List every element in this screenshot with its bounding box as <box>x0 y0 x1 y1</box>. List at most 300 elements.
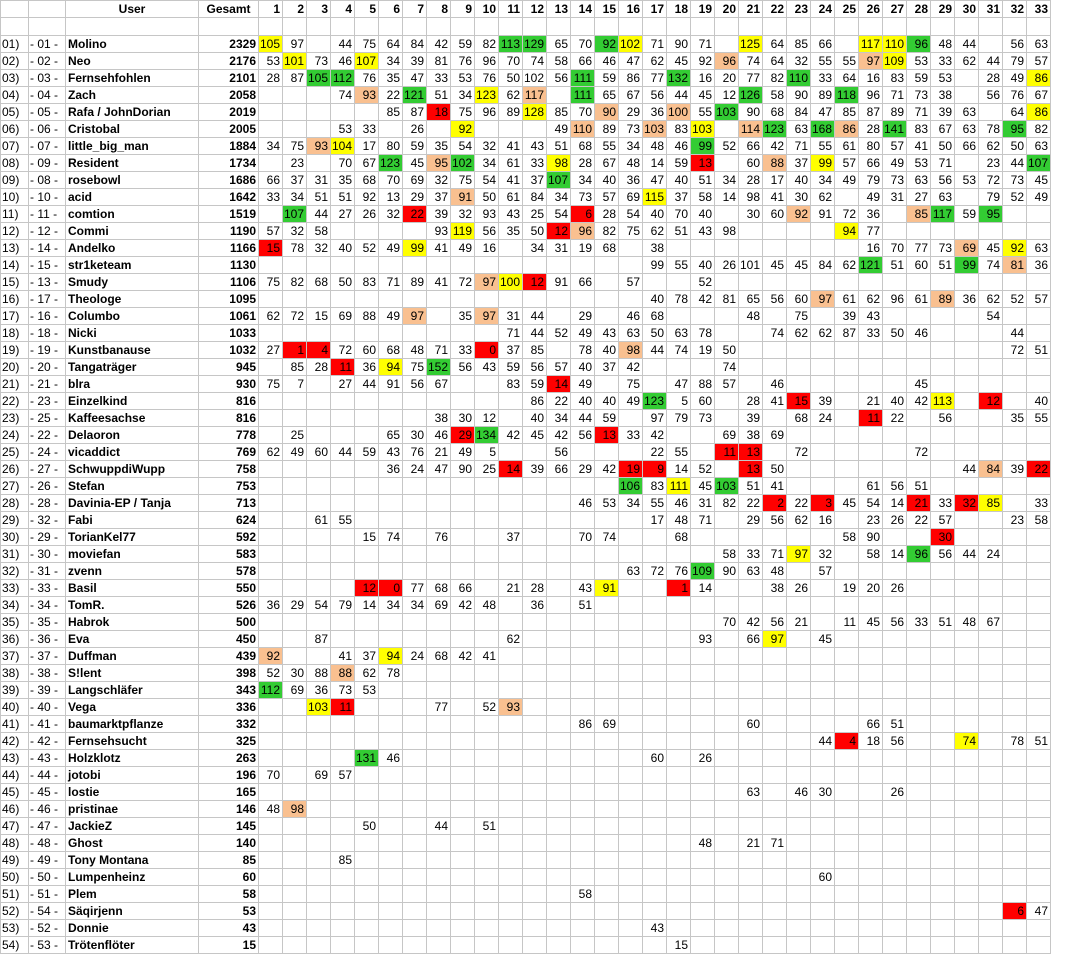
blank-cell[interactable] <box>355 18 379 36</box>
day-score-cell[interactable] <box>907 699 931 716</box>
total-score-cell[interactable]: 2101 <box>199 70 259 87</box>
rank-cell[interactable]: 34) <box>1 597 29 614</box>
day-score-cell[interactable] <box>307 784 331 801</box>
previous-rank-cell[interactable]: - 02 - <box>29 53 66 70</box>
day-score-cell[interactable]: 93 <box>307 138 331 155</box>
day-score-cell[interactable] <box>739 359 763 376</box>
day-score-cell[interactable] <box>499 546 523 563</box>
day-score-cell[interactable] <box>715 206 739 223</box>
day-score-cell[interactable] <box>331 410 355 427</box>
user-name-cell[interactable]: str1keteam <box>66 257 199 274</box>
day-score-cell[interactable]: 33 <box>523 155 547 172</box>
day-score-cell[interactable] <box>1027 682 1051 699</box>
day-score-cell[interactable]: 51 <box>475 818 499 835</box>
day-score-cell[interactable] <box>667 614 691 631</box>
day-score-cell[interactable] <box>547 291 571 308</box>
day-score-cell[interactable] <box>379 614 403 631</box>
day-score-cell[interactable]: 25 <box>283 427 307 444</box>
header-day-22[interactable]: 22 <box>763 1 787 18</box>
blank-cell[interactable] <box>451 18 475 36</box>
day-score-cell[interactable] <box>1003 546 1027 563</box>
day-score-cell[interactable]: 60 <box>811 869 835 886</box>
day-score-cell[interactable] <box>331 478 355 495</box>
day-score-cell[interactable]: 73 <box>331 682 355 699</box>
day-score-cell[interactable]: 98 <box>715 223 739 240</box>
day-score-cell[interactable] <box>955 580 979 597</box>
day-score-cell[interactable]: 132 <box>667 70 691 87</box>
day-score-cell[interactable]: 59 <box>907 70 931 87</box>
day-score-cell[interactable]: 50 <box>643 325 667 342</box>
rank-cell[interactable]: 52) <box>1 903 29 920</box>
day-score-cell[interactable] <box>259 920 283 937</box>
day-score-cell[interactable] <box>307 104 331 121</box>
rank-cell[interactable]: 02) <box>1 53 29 70</box>
day-score-cell[interactable]: 90 <box>595 104 619 121</box>
day-score-cell[interactable] <box>259 495 283 512</box>
day-score-cell[interactable]: 37 <box>499 529 523 546</box>
day-score-cell[interactable] <box>475 291 499 308</box>
day-score-cell[interactable] <box>283 512 307 529</box>
day-score-cell[interactable] <box>787 869 811 886</box>
day-score-cell[interactable]: 71 <box>691 512 715 529</box>
day-score-cell[interactable]: 3 <box>811 495 835 512</box>
day-score-cell[interactable]: 66 <box>811 36 835 53</box>
day-score-cell[interactable]: 65 <box>547 36 571 53</box>
day-score-cell[interactable] <box>763 699 787 716</box>
day-score-cell[interactable] <box>307 36 331 53</box>
day-score-cell[interactable] <box>1003 767 1027 784</box>
day-score-cell[interactable] <box>451 750 475 767</box>
day-score-cell[interactable] <box>283 631 307 648</box>
user-name-cell[interactable]: Kaffeesachse <box>66 410 199 427</box>
day-score-cell[interactable]: 31 <box>307 172 331 189</box>
previous-rank-cell[interactable]: - 38 - <box>29 665 66 682</box>
day-score-cell[interactable] <box>403 495 427 512</box>
day-score-cell[interactable]: 92 <box>451 121 475 138</box>
day-score-cell[interactable]: 83 <box>907 121 931 138</box>
day-score-cell[interactable] <box>787 342 811 359</box>
day-score-cell[interactable] <box>763 240 787 257</box>
day-score-cell[interactable] <box>979 767 1003 784</box>
total-score-cell[interactable]: 583 <box>199 546 259 563</box>
day-score-cell[interactable] <box>379 852 403 869</box>
day-score-cell[interactable] <box>523 852 547 869</box>
previous-rank-cell[interactable]: - 34 - <box>29 597 66 614</box>
day-score-cell[interactable]: 62 <box>643 223 667 240</box>
day-score-cell[interactable] <box>307 546 331 563</box>
day-score-cell[interactable]: 49 <box>883 155 907 172</box>
day-score-cell[interactable]: 32 <box>379 206 403 223</box>
day-score-cell[interactable] <box>907 886 931 903</box>
day-score-cell[interactable]: 52 <box>1003 189 1027 206</box>
day-score-cell[interactable]: 37 <box>427 189 451 206</box>
day-score-cell[interactable] <box>427 716 451 733</box>
day-score-cell[interactable]: 72 <box>1003 342 1027 359</box>
day-score-cell[interactable]: 29 <box>283 597 307 614</box>
day-score-cell[interactable]: 42 <box>763 138 787 155</box>
day-score-cell[interactable]: 58 <box>547 53 571 70</box>
day-score-cell[interactable]: 22 <box>787 495 811 512</box>
day-score-cell[interactable] <box>691 801 715 818</box>
day-score-cell[interactable] <box>595 750 619 767</box>
day-score-cell[interactable] <box>379 478 403 495</box>
day-score-cell[interactable] <box>523 529 547 546</box>
day-score-cell[interactable]: 19 <box>619 461 643 478</box>
day-score-cell[interactable]: 16 <box>811 512 835 529</box>
day-score-cell[interactable]: 51 <box>1027 342 1051 359</box>
day-score-cell[interactable] <box>811 614 835 631</box>
previous-rank-cell[interactable]: - 01 - <box>29 36 66 53</box>
day-score-cell[interactable] <box>547 835 571 852</box>
day-score-cell[interactable]: 83 <box>499 376 523 393</box>
day-score-cell[interactable] <box>715 750 739 767</box>
day-score-cell[interactable] <box>307 393 331 410</box>
rank-cell[interactable]: 40) <box>1 699 29 716</box>
day-score-cell[interactable] <box>547 308 571 325</box>
day-score-cell[interactable] <box>715 716 739 733</box>
day-score-cell[interactable]: 38 <box>931 87 955 104</box>
day-score-cell[interactable]: 54 <box>547 206 571 223</box>
day-score-cell[interactable]: 63 <box>739 563 763 580</box>
day-score-cell[interactable] <box>307 376 331 393</box>
total-score-cell[interactable]: 2329 <box>199 36 259 53</box>
day-score-cell[interactable]: 22 <box>907 512 931 529</box>
day-score-cell[interactable] <box>739 665 763 682</box>
day-score-cell[interactable]: 51 <box>739 478 763 495</box>
day-score-cell[interactable] <box>475 529 499 546</box>
day-score-cell[interactable] <box>931 223 955 240</box>
day-score-cell[interactable]: 97 <box>475 308 499 325</box>
day-score-cell[interactable]: 62 <box>787 325 811 342</box>
day-score-cell[interactable] <box>883 274 907 291</box>
day-score-cell[interactable] <box>523 257 547 274</box>
day-score-cell[interactable] <box>403 903 427 920</box>
day-score-cell[interactable]: 66 <box>451 580 475 597</box>
day-score-cell[interactable] <box>619 920 643 937</box>
day-score-cell[interactable] <box>859 427 883 444</box>
header-day-2[interactable]: 2 <box>283 1 307 18</box>
total-score-cell[interactable]: 1166 <box>199 240 259 257</box>
day-score-cell[interactable] <box>979 36 1003 53</box>
day-score-cell[interactable] <box>499 818 523 835</box>
day-score-cell[interactable] <box>667 546 691 563</box>
day-score-cell[interactable]: 73 <box>307 53 331 70</box>
day-score-cell[interactable] <box>859 376 883 393</box>
day-score-cell[interactable] <box>811 699 835 716</box>
day-score-cell[interactable]: 70 <box>883 240 907 257</box>
previous-rank-cell[interactable]: - 20 - <box>29 359 66 376</box>
day-score-cell[interactable]: 76 <box>355 70 379 87</box>
day-score-cell[interactable] <box>835 699 859 716</box>
day-score-cell[interactable] <box>883 427 907 444</box>
day-score-cell[interactable]: 75 <box>787 308 811 325</box>
day-score-cell[interactable] <box>547 920 571 937</box>
day-score-cell[interactable] <box>403 852 427 869</box>
day-score-cell[interactable] <box>667 665 691 682</box>
day-score-cell[interactable] <box>355 563 379 580</box>
day-score-cell[interactable]: 79 <box>979 189 1003 206</box>
day-score-cell[interactable]: 82 <box>1027 121 1051 138</box>
day-score-cell[interactable] <box>955 784 979 801</box>
day-score-cell[interactable] <box>859 818 883 835</box>
day-score-cell[interactable]: 58 <box>571 886 595 903</box>
previous-rank-cell[interactable]: - 03 - <box>29 70 66 87</box>
day-score-cell[interactable] <box>811 427 835 444</box>
day-score-cell[interactable]: 59 <box>499 359 523 376</box>
day-score-cell[interactable]: 11 <box>835 614 859 631</box>
day-score-cell[interactable]: 22 <box>1027 461 1051 478</box>
day-score-cell[interactable]: 31 <box>691 495 715 512</box>
day-score-cell[interactable]: 48 <box>403 342 427 359</box>
day-score-cell[interactable] <box>883 308 907 325</box>
day-score-cell[interactable]: 52 <box>1003 291 1027 308</box>
day-score-cell[interactable]: 12 <box>979 393 1003 410</box>
day-score-cell[interactable]: 11 <box>715 444 739 461</box>
day-score-cell[interactable] <box>835 818 859 835</box>
day-score-cell[interactable]: 98 <box>283 801 307 818</box>
previous-rank-cell[interactable]: - 30 - <box>29 546 66 563</box>
day-score-cell[interactable] <box>331 716 355 733</box>
day-score-cell[interactable]: 13 <box>691 155 715 172</box>
day-score-cell[interactable] <box>619 886 643 903</box>
day-score-cell[interactable]: 96 <box>883 291 907 308</box>
total-score-cell[interactable]: 930 <box>199 376 259 393</box>
day-score-cell[interactable] <box>379 937 403 954</box>
day-score-cell[interactable]: 63 <box>1027 36 1051 53</box>
day-score-cell[interactable]: 60 <box>739 716 763 733</box>
day-score-cell[interactable]: 33 <box>1027 495 1051 512</box>
day-score-cell[interactable]: 64 <box>763 53 787 70</box>
day-score-cell[interactable] <box>451 546 475 563</box>
user-name-cell[interactable]: Rafa / JohnDorian <box>66 104 199 121</box>
day-score-cell[interactable] <box>1027 580 1051 597</box>
day-score-cell[interactable]: 40 <box>883 393 907 410</box>
day-score-cell[interactable]: 51 <box>907 478 931 495</box>
day-score-cell[interactable] <box>667 818 691 835</box>
day-score-cell[interactable]: 33 <box>739 546 763 563</box>
rank-cell[interactable]: 22) <box>1 393 29 410</box>
day-score-cell[interactable] <box>787 478 811 495</box>
day-score-cell[interactable]: 71 <box>691 36 715 53</box>
day-score-cell[interactable] <box>283 291 307 308</box>
day-score-cell[interactable]: 86 <box>1027 70 1051 87</box>
day-score-cell[interactable]: 50 <box>763 461 787 478</box>
day-score-cell[interactable]: 76 <box>667 563 691 580</box>
day-score-cell[interactable]: 21 <box>427 444 451 461</box>
day-score-cell[interactable] <box>571 648 595 665</box>
day-score-cell[interactable]: 21 <box>739 835 763 852</box>
day-score-cell[interactable] <box>739 801 763 818</box>
day-score-cell[interactable] <box>259 733 283 750</box>
day-score-cell[interactable]: 32 <box>307 240 331 257</box>
day-score-cell[interactable] <box>547 937 571 954</box>
day-score-cell[interactable] <box>739 852 763 869</box>
user-name-cell[interactable]: Basil <box>66 580 199 597</box>
day-score-cell[interactable]: 65 <box>739 291 763 308</box>
day-score-cell[interactable]: 67 <box>1027 87 1051 104</box>
day-score-cell[interactable] <box>619 546 643 563</box>
day-score-cell[interactable]: 59 <box>595 70 619 87</box>
user-name-cell[interactable]: Davinia-EP / Tanja <box>66 495 199 512</box>
day-score-cell[interactable] <box>355 937 379 954</box>
day-score-cell[interactable]: 111 <box>667 478 691 495</box>
day-score-cell[interactable]: 77 <box>907 240 931 257</box>
day-score-cell[interactable]: 15 <box>259 240 283 257</box>
previous-rank-cell[interactable]: - 23 - <box>29 393 66 410</box>
day-score-cell[interactable] <box>547 699 571 716</box>
day-score-cell[interactable] <box>307 648 331 665</box>
day-score-cell[interactable]: 61 <box>835 291 859 308</box>
day-score-cell[interactable]: 107 <box>1027 155 1051 172</box>
day-score-cell[interactable] <box>619 257 643 274</box>
day-score-cell[interactable]: 53 <box>331 121 355 138</box>
day-score-cell[interactable] <box>259 835 283 852</box>
day-score-cell[interactable] <box>1003 818 1027 835</box>
day-score-cell[interactable]: 51 <box>547 138 571 155</box>
day-score-cell[interactable] <box>571 767 595 784</box>
day-score-cell[interactable] <box>547 818 571 835</box>
day-score-cell[interactable]: 52 <box>547 325 571 342</box>
day-score-cell[interactable]: 91 <box>547 274 571 291</box>
header-day-29[interactable]: 29 <box>931 1 955 18</box>
day-score-cell[interactable]: 48 <box>691 835 715 852</box>
day-score-cell[interactable] <box>427 546 451 563</box>
day-score-cell[interactable]: 34 <box>547 410 571 427</box>
day-score-cell[interactable] <box>355 784 379 801</box>
day-score-cell[interactable]: 78 <box>379 665 403 682</box>
rank-cell[interactable]: 04) <box>1 87 29 104</box>
day-score-cell[interactable] <box>499 240 523 257</box>
day-score-cell[interactable]: 49 <box>379 308 403 325</box>
header-prev-cell[interactable] <box>29 1 66 18</box>
day-score-cell[interactable] <box>859 784 883 801</box>
day-score-cell[interactable] <box>667 240 691 257</box>
total-score-cell[interactable]: 1642 <box>199 189 259 206</box>
day-score-cell[interactable]: 59 <box>355 444 379 461</box>
day-score-cell[interactable] <box>259 291 283 308</box>
day-score-cell[interactable]: 48 <box>955 614 979 631</box>
day-score-cell[interactable]: 48 <box>763 563 787 580</box>
day-score-cell[interactable]: 69 <box>283 682 307 699</box>
day-score-cell[interactable]: 45 <box>523 427 547 444</box>
day-score-cell[interactable]: 51 <box>331 189 355 206</box>
day-score-cell[interactable] <box>979 427 1003 444</box>
day-score-cell[interactable]: 15 <box>307 308 331 325</box>
day-score-cell[interactable] <box>571 920 595 937</box>
user-name-cell[interactable]: Lumpenheinz <box>66 869 199 886</box>
day-score-cell[interactable] <box>379 291 403 308</box>
day-score-cell[interactable]: 21 <box>499 580 523 597</box>
day-score-cell[interactable] <box>379 835 403 852</box>
day-score-cell[interactable] <box>763 869 787 886</box>
day-score-cell[interactable]: 36 <box>379 461 403 478</box>
day-score-cell[interactable]: 86 <box>835 121 859 138</box>
previous-rank-cell[interactable]: - 39 - <box>29 682 66 699</box>
day-score-cell[interactable]: 95 <box>1003 121 1027 138</box>
day-score-cell[interactable] <box>667 767 691 784</box>
day-score-cell[interactable]: 17 <box>643 512 667 529</box>
day-score-cell[interactable] <box>475 767 499 784</box>
day-score-cell[interactable]: 17 <box>763 172 787 189</box>
day-score-cell[interactable] <box>403 325 427 342</box>
day-score-cell[interactable] <box>955 563 979 580</box>
day-score-cell[interactable]: 78 <box>667 291 691 308</box>
day-score-cell[interactable] <box>667 835 691 852</box>
previous-rank-cell[interactable]: - 54 - <box>29 903 66 920</box>
day-score-cell[interactable]: 56 <box>883 614 907 631</box>
day-score-cell[interactable] <box>931 750 955 767</box>
day-score-cell[interactable] <box>667 631 691 648</box>
day-score-cell[interactable] <box>283 920 307 937</box>
day-score-cell[interactable]: 59 <box>523 376 547 393</box>
day-score-cell[interactable]: 73 <box>931 240 955 257</box>
day-score-cell[interactable] <box>1003 478 1027 495</box>
day-score-cell[interactable] <box>931 716 955 733</box>
day-score-cell[interactable]: 88 <box>307 665 331 682</box>
day-score-cell[interactable]: 45 <box>979 240 1003 257</box>
day-score-cell[interactable] <box>475 121 499 138</box>
day-score-cell[interactable] <box>835 359 859 376</box>
day-score-cell[interactable]: 66 <box>739 631 763 648</box>
day-score-cell[interactable]: 87 <box>307 631 331 648</box>
day-score-cell[interactable] <box>691 903 715 920</box>
total-score-cell[interactable]: 332 <box>199 716 259 733</box>
day-score-cell[interactable] <box>307 495 331 512</box>
day-score-cell[interactable] <box>523 631 547 648</box>
day-score-cell[interactable] <box>499 886 523 903</box>
day-score-cell[interactable]: 23 <box>979 155 1003 172</box>
user-name-cell[interactable]: Resident <box>66 155 199 172</box>
previous-rank-cell[interactable]: - 05 - <box>29 104 66 121</box>
day-score-cell[interactable] <box>1027 597 1051 614</box>
day-score-cell[interactable] <box>451 699 475 716</box>
day-score-cell[interactable] <box>739 274 763 291</box>
day-score-cell[interactable] <box>307 903 331 920</box>
day-score-cell[interactable]: 101 <box>283 53 307 70</box>
day-score-cell[interactable] <box>379 223 403 240</box>
day-score-cell[interactable]: 50 <box>715 342 739 359</box>
day-score-cell[interactable] <box>979 886 1003 903</box>
day-score-cell[interactable] <box>907 342 931 359</box>
day-score-cell[interactable]: 90 <box>667 36 691 53</box>
day-score-cell[interactable] <box>307 937 331 954</box>
day-score-cell[interactable] <box>667 682 691 699</box>
day-score-cell[interactable] <box>883 206 907 223</box>
day-score-cell[interactable] <box>451 716 475 733</box>
day-score-cell[interactable] <box>595 767 619 784</box>
day-score-cell[interactable] <box>931 818 955 835</box>
day-score-cell[interactable] <box>907 784 931 801</box>
day-score-cell[interactable] <box>955 597 979 614</box>
rank-cell[interactable]: 41) <box>1 716 29 733</box>
day-score-cell[interactable] <box>523 801 547 818</box>
day-score-cell[interactable]: 90 <box>451 461 475 478</box>
total-score-cell[interactable]: 592 <box>199 529 259 546</box>
previous-rank-cell[interactable]: - 25 - <box>29 410 66 427</box>
total-score-cell[interactable]: 336 <box>199 699 259 716</box>
day-score-cell[interactable]: 71 <box>643 36 667 53</box>
day-score-cell[interactable] <box>643 886 667 903</box>
day-score-cell[interactable] <box>931 886 955 903</box>
day-score-cell[interactable] <box>907 580 931 597</box>
day-score-cell[interactable]: 40 <box>667 172 691 189</box>
day-score-cell[interactable]: 55 <box>331 512 355 529</box>
total-score-cell[interactable]: 500 <box>199 614 259 631</box>
day-score-cell[interactable] <box>691 937 715 954</box>
day-score-cell[interactable] <box>859 920 883 937</box>
day-score-cell[interactable] <box>811 682 835 699</box>
day-score-cell[interactable] <box>1003 223 1027 240</box>
